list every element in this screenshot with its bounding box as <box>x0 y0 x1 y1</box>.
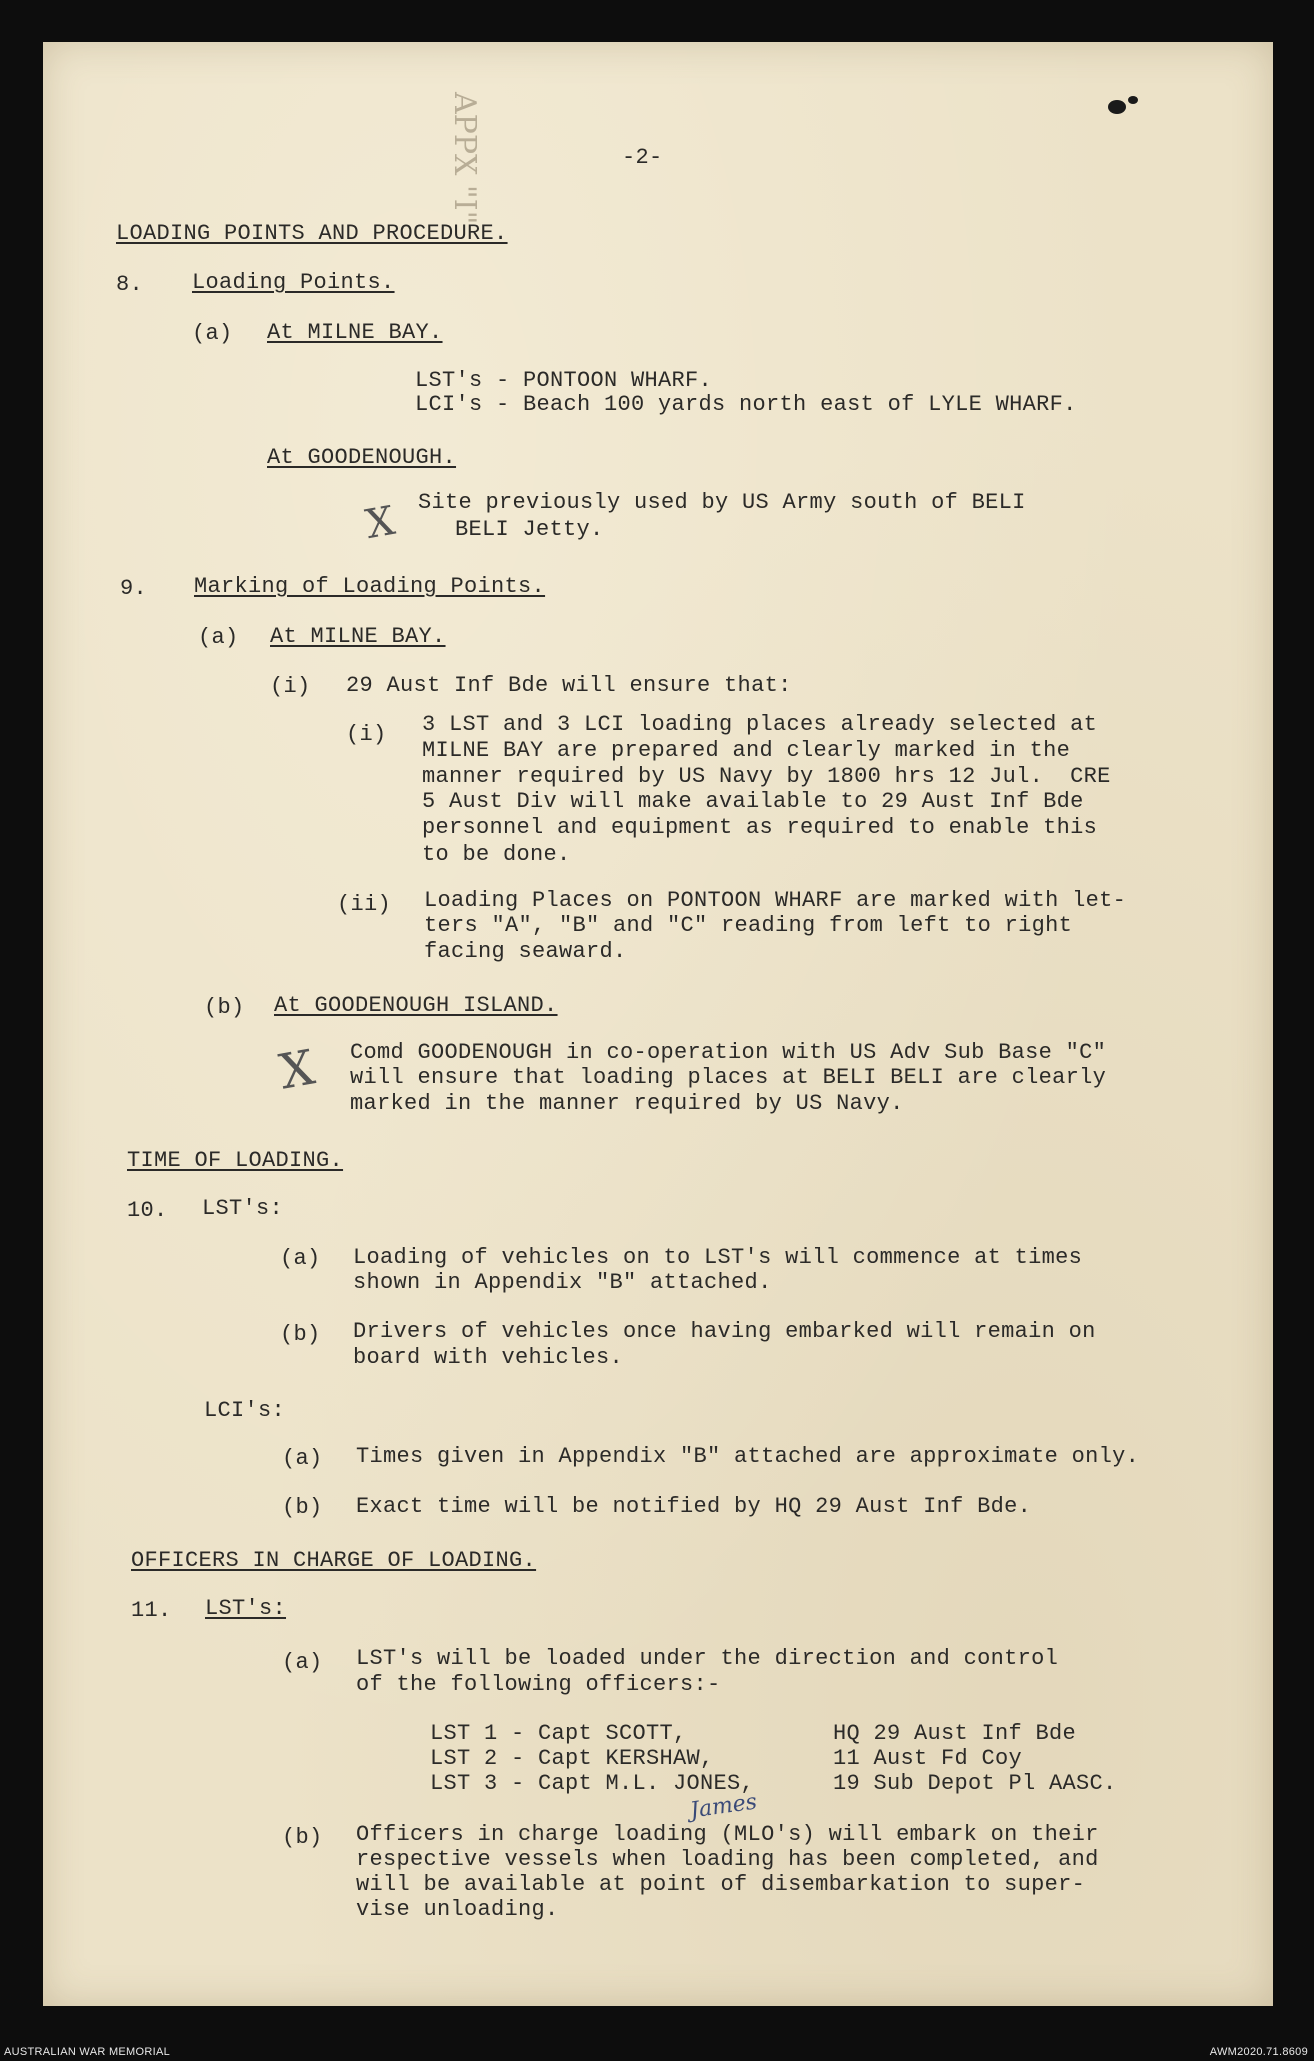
milne-lci-line: LCI's - Beach 100 yards north east of LYLE WHARF. <box>415 392 1077 417</box>
section-heading-loading-points: LOADING POINTS AND PROCEDURE. <box>116 221 508 246</box>
para-11-a-line: of the following officers:- <box>356 1672 721 1697</box>
officer-lst-2: LST 2 - Capt KERSHAW, <box>430 1746 714 1771</box>
para-9-b-line: will ensure that loading places at BELI BELI are clearly <box>350 1065 1107 1090</box>
sub-i-label: (i) <box>346 722 387 747</box>
sub-ii-line: facing seaward. <box>424 939 627 964</box>
para-9-a-label: (a) <box>198 625 239 650</box>
sub-i-line: personnel and equipment as required to enable this <box>422 815 1098 840</box>
para-11-title: LST's: <box>205 1596 287 1621</box>
margin-annotation: APPX "I" <box>447 92 482 225</box>
sub-ii-line: Loading Places on PONTOON WHARF are marked with let- <box>424 888 1127 913</box>
lci-title: LCI's: <box>204 1398 286 1423</box>
para-11-number: 11. <box>131 1598 172 1623</box>
footer-source: AUSTRALIAN WAR MEMORIAL <box>4 2046 171 2058</box>
x-mark: X <box>275 1039 319 1101</box>
footer-accession: AWM2020.71.8609 <box>1209 2046 1308 2058</box>
section-heading-time: TIME OF LOADING. <box>127 1148 344 1173</box>
lci-b-text: Exact time will be notified by HQ 29 Aust Inf Bde. <box>356 1494 1032 1519</box>
sub-i-line: to be done. <box>422 842 571 867</box>
goodenough-title: At GOODENOUGH. <box>267 445 457 470</box>
lci-a-label: (a) <box>282 1446 323 1471</box>
para-10-a-line: shown in Appendix "B" attached. <box>353 1270 772 1295</box>
para-10-a-line: Loading of vehicles on to LST's will commence at times <box>353 1245 1083 1270</box>
x-mark: X <box>362 497 399 549</box>
para-9-b-line: marked in the manner required by US Navy. <box>350 1091 904 1116</box>
para-11-b-line: Officers in charge loading (MLO's) will embark on their <box>356 1822 1099 1847</box>
para-10-b-line: Drivers of vehicles once having embarked will remain on <box>353 1319 1096 1344</box>
page-number: -2- <box>622 145 663 170</box>
para-10-a-label: (a) <box>280 1246 321 1271</box>
para-9-number: 9. <box>120 576 148 601</box>
para-8-title: Loading Points. <box>192 270 395 295</box>
ink-blot <box>1108 100 1126 114</box>
para-10-number: 10. <box>127 1198 168 1223</box>
para-11-b-label: (b) <box>282 1825 323 1850</box>
officer-unit-2: 11 Aust Fd Coy <box>833 1746 1023 1771</box>
handwritten-correction: James <box>688 1789 759 1824</box>
para-11-b-line: respective vessels when loading has been completed, and <box>356 1847 1099 1872</box>
milne-lst-line: LST's - PONTOON WHARF. <box>415 368 713 393</box>
sub-i-line: 5 Aust Div will make available to 29 Aust Inf Bde <box>422 789 1084 814</box>
sub-ii-line: ters "A", "B" and "C" reading from left to right <box>424 913 1073 938</box>
goodenough-line-2: BELI Jetty. <box>455 517 604 542</box>
para-8-number: 8. <box>116 272 144 297</box>
para-11-a-line: LST's will be loaded under the direction and control <box>356 1646 1059 1671</box>
para-9-i-label: (i) <box>270 674 311 699</box>
officer-lst-1: LST 1 - Capt SCOTT, <box>430 1721 687 1746</box>
officer-unit-1: HQ 29 Aust Inf Bde <box>833 1721 1077 1746</box>
para-8-a-title: At MILNE BAY. <box>267 320 443 345</box>
para-9-a-title: At MILNE BAY. <box>270 624 446 649</box>
para-9-b-line: Comd GOODENOUGH in co-operation with US Adv Sub Base "C" <box>350 1040 1107 1065</box>
lci-a-text: Times given in Appendix "B" attached are approximate only. <box>356 1444 1140 1469</box>
para-8-a-label: (a) <box>192 321 233 346</box>
goodenough-line-1: Site previously used by US Army south of BELI <box>418 490 1026 515</box>
para-11-b-line: vise unloading. <box>356 1897 559 1922</box>
sub-ii-label: (ii) <box>337 892 392 917</box>
para-10-b-label: (b) <box>280 1322 321 1347</box>
ink-blot <box>1128 96 1138 104</box>
para-9-title: Marking of Loading Points. <box>194 574 546 599</box>
para-9-i-text: 29 Aust Inf Bde will ensure that: <box>346 673 792 698</box>
para-9-b-label: (b) <box>204 995 245 1020</box>
para-11-a-label: (a) <box>282 1650 323 1675</box>
officer-lst-3: LST 3 - Capt M.L. JONES, <box>430 1771 755 1796</box>
sub-i-line: 3 LST and 3 LCI loading places already selected at <box>422 712 1098 737</box>
para-10-b-line: board with vehicles. <box>353 1345 624 1370</box>
section-heading-officers: OFFICERS IN CHARGE OF LOADING. <box>131 1548 537 1573</box>
officer-unit-3: 19 Sub Depot Pl AASC. <box>833 1771 1117 1796</box>
para-11-b-line: will be available at point of disembarkation to super- <box>356 1872 1086 1897</box>
lci-b-label: (b) <box>282 1495 323 1520</box>
sub-i-line: MILNE BAY are prepared and clearly marked in the <box>422 738 1071 763</box>
para-9-b-title: At GOODENOUGH ISLAND. <box>274 993 558 1018</box>
sub-i-line: manner required by US Navy by 1800 hrs 12 Jul. CRE <box>422 764 1111 789</box>
para-10-title: LST's: <box>202 1196 284 1221</box>
